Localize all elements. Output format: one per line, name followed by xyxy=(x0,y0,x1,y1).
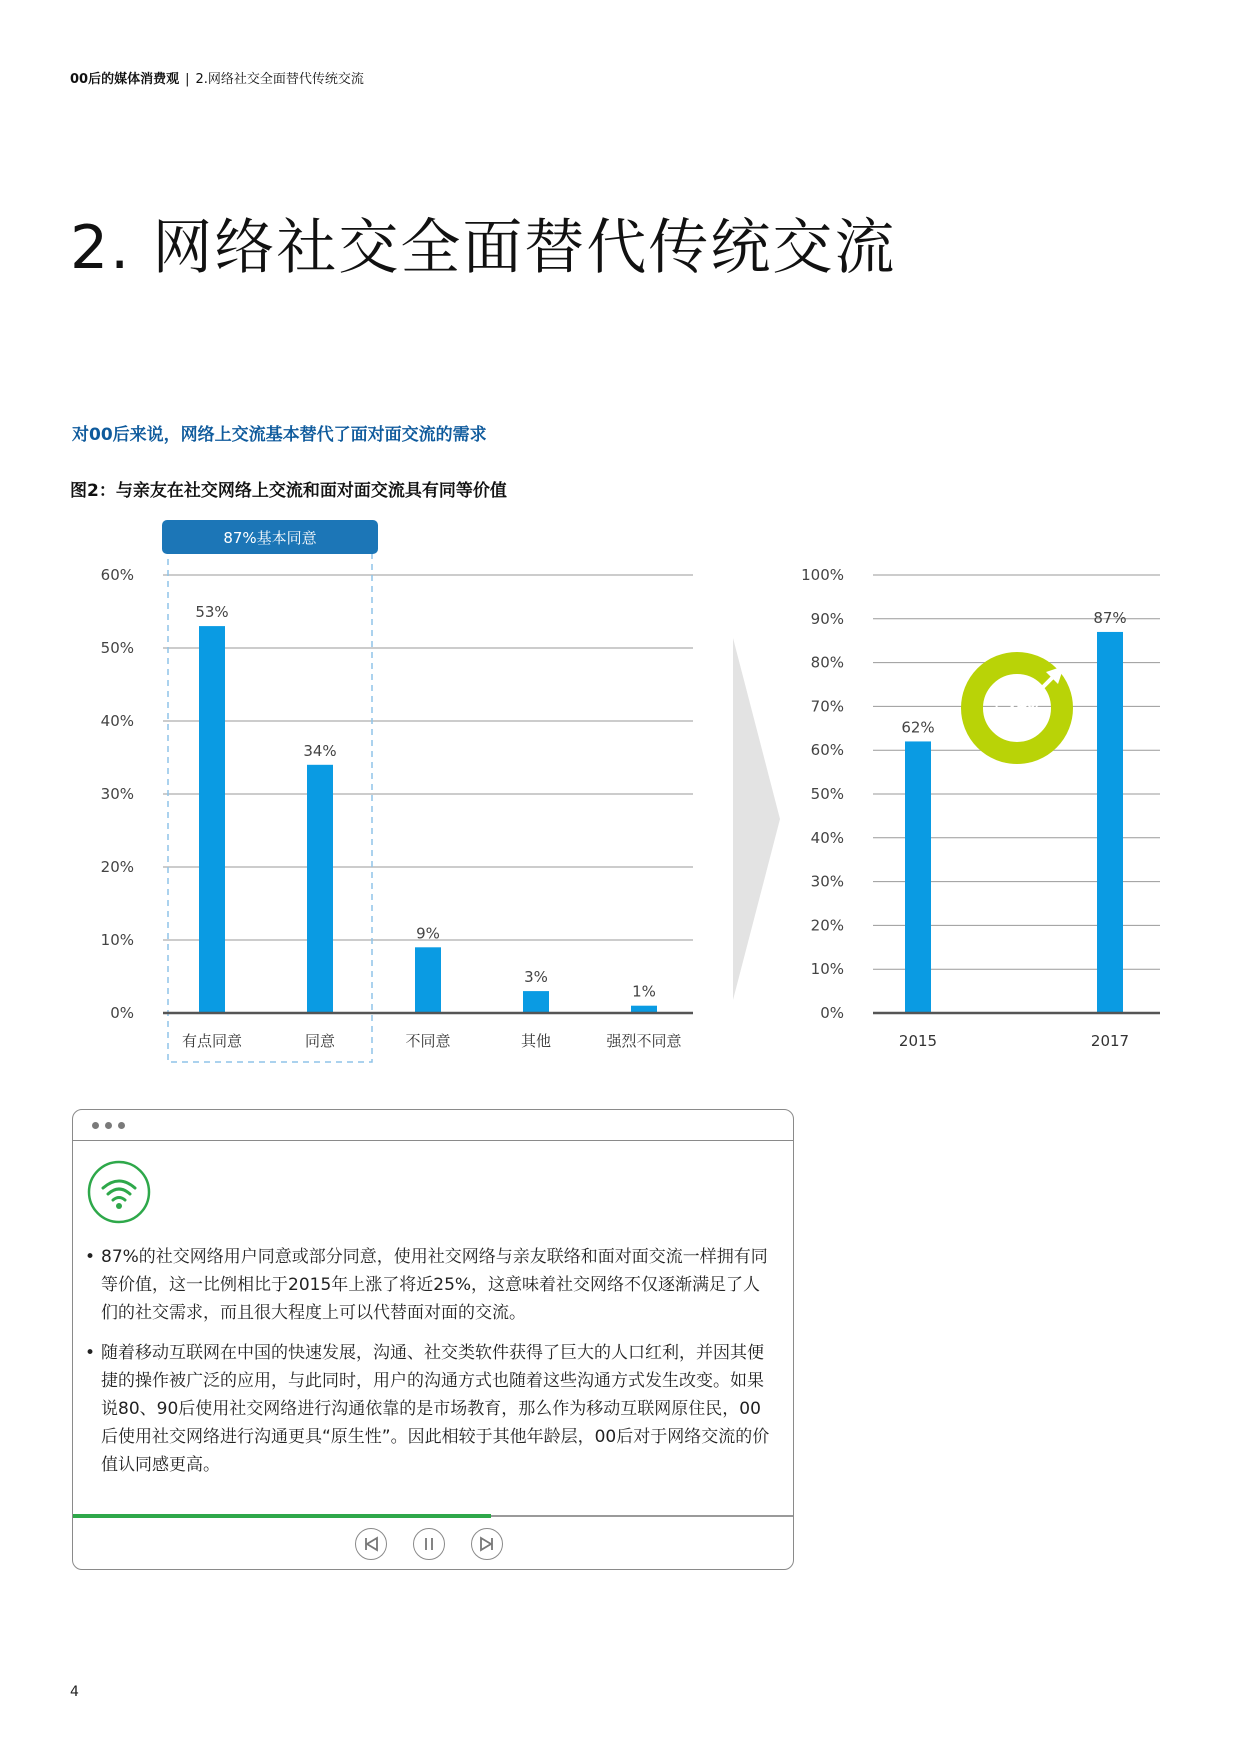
bar-value-label: 1% xyxy=(632,982,656,1001)
bar-value-label: 62% xyxy=(901,718,935,737)
y-tick-label: 60% xyxy=(810,741,844,760)
left-chart-y-ticks xyxy=(101,566,134,1022)
previous-icon xyxy=(356,1529,386,1559)
next-button[interactable] xyxy=(471,1528,503,1560)
insight-bullets xyxy=(83,1243,773,1491)
bar-value-label: 53% xyxy=(195,603,229,622)
y-tick-label: 40% xyxy=(100,712,134,730)
y-tick-label: 90% xyxy=(810,609,844,628)
y-tick-label: 60% xyxy=(100,566,134,584)
bar xyxy=(1097,632,1123,1013)
header-separator: | xyxy=(185,72,190,87)
category-label: 强烈不同意 xyxy=(606,1032,682,1050)
left-chart-bars xyxy=(182,603,682,1050)
page-number: 4 xyxy=(70,1684,79,1700)
bar-value-label: 87% xyxy=(1093,608,1127,627)
y-tick-label: 20% xyxy=(100,858,134,876)
pause-button[interactable] xyxy=(413,1528,445,1560)
insight-bullet: • 87%的社交网络用户同意或部分同意，使用社交网络与亲友联络和面对面交流一样拥有同等价值，这一比例相比于2015年上涨了将近25%，这意味着社交网络不仅逐渐满足了人们的社交需求，而且很大程度上可以代替面对面的交流。 xyxy=(83,1243,773,1327)
bar xyxy=(523,991,549,1013)
agree-highlight-box xyxy=(168,548,372,1062)
agree-banner-label: 87%基本同意 xyxy=(223,529,317,547)
y-tick-label: 30% xyxy=(810,872,844,891)
bar-value-label: 34% xyxy=(303,741,337,760)
section-subtitle: 对00后来说，网络上交流基本替代了面对面交流的需求 xyxy=(72,425,487,445)
y-tick-label: 50% xyxy=(100,639,134,657)
bar-value-label: 9% xyxy=(416,924,440,943)
y-tick-label: 10% xyxy=(100,931,134,949)
bar xyxy=(199,626,225,1013)
y-tick-label: 80% xyxy=(810,653,844,672)
window-dot xyxy=(105,1122,112,1129)
y-tick-label: 50% xyxy=(810,785,844,803)
category-label: 有点同意 xyxy=(181,1032,243,1050)
page-title: 2. 网络社交全面替代传统交流 xyxy=(70,213,897,283)
header-section: 2.网络社交全面替代传统交流 xyxy=(195,72,364,87)
y-tick-label: 0% xyxy=(110,1004,134,1022)
window-dot xyxy=(92,1122,99,1129)
left-chart-grid xyxy=(163,575,693,943)
growth-badge xyxy=(972,663,1064,753)
insight-panel xyxy=(72,1109,794,1570)
y-tick-label: 40% xyxy=(810,828,844,847)
category-label: 同意 xyxy=(304,1032,336,1050)
right-chart-bars xyxy=(899,609,1129,1050)
y-tick-label: 70% xyxy=(810,697,844,716)
category-label: 2015 xyxy=(898,1032,938,1050)
pause-icon xyxy=(414,1529,444,1559)
panel-title-bar xyxy=(73,1110,793,1141)
y-tick-label: 10% xyxy=(810,960,844,979)
y-tick-label: 0% xyxy=(820,1004,844,1022)
category-label: 其他 xyxy=(520,1032,552,1050)
y-tick-label: 20% xyxy=(810,916,844,935)
previous-button[interactable] xyxy=(355,1528,387,1560)
progress-fill xyxy=(73,1514,491,1518)
figure-caption: 图2：与亲友在社交网络上交流和面对面交流具有同等价值 xyxy=(70,481,507,501)
transition-arrow xyxy=(733,638,780,1000)
y-tick-label: 100% xyxy=(801,566,844,584)
bar xyxy=(905,741,931,1013)
insight-bullet: • 随着移动互联网在中国的快速发展，沟通、社交类软件获得了巨大的人口红利，并因其便捷的操作被广泛的应用，与此同时，用户的沟通方式也随着这些沟通方式发生改变。如果说80、90后使用社交网络进行沟通依靠的是市场教育，那么作为移动互联网原住民，00后使用社交网络进行沟通更具“原生性”。因此相较于其他年龄层，00后对于网络交流的价值认同感更高。 xyxy=(83,1339,773,1479)
bar-value-label: 3% xyxy=(524,968,548,987)
window-dot xyxy=(118,1122,125,1129)
growth-badge-label: +25% xyxy=(989,699,1045,719)
header-doc-title: 00后的媒体消费观 xyxy=(70,72,180,87)
wifi-icon xyxy=(87,1160,151,1224)
next-icon xyxy=(472,1529,502,1559)
bar xyxy=(415,947,441,1013)
progress-bar[interactable] xyxy=(73,1515,793,1517)
right-chart-y-ticks xyxy=(801,566,844,1022)
y-tick-label: 30% xyxy=(100,785,134,803)
bar xyxy=(307,765,333,1013)
category-label: 2017 xyxy=(1090,1032,1130,1050)
category-label: 不同意 xyxy=(405,1032,451,1050)
